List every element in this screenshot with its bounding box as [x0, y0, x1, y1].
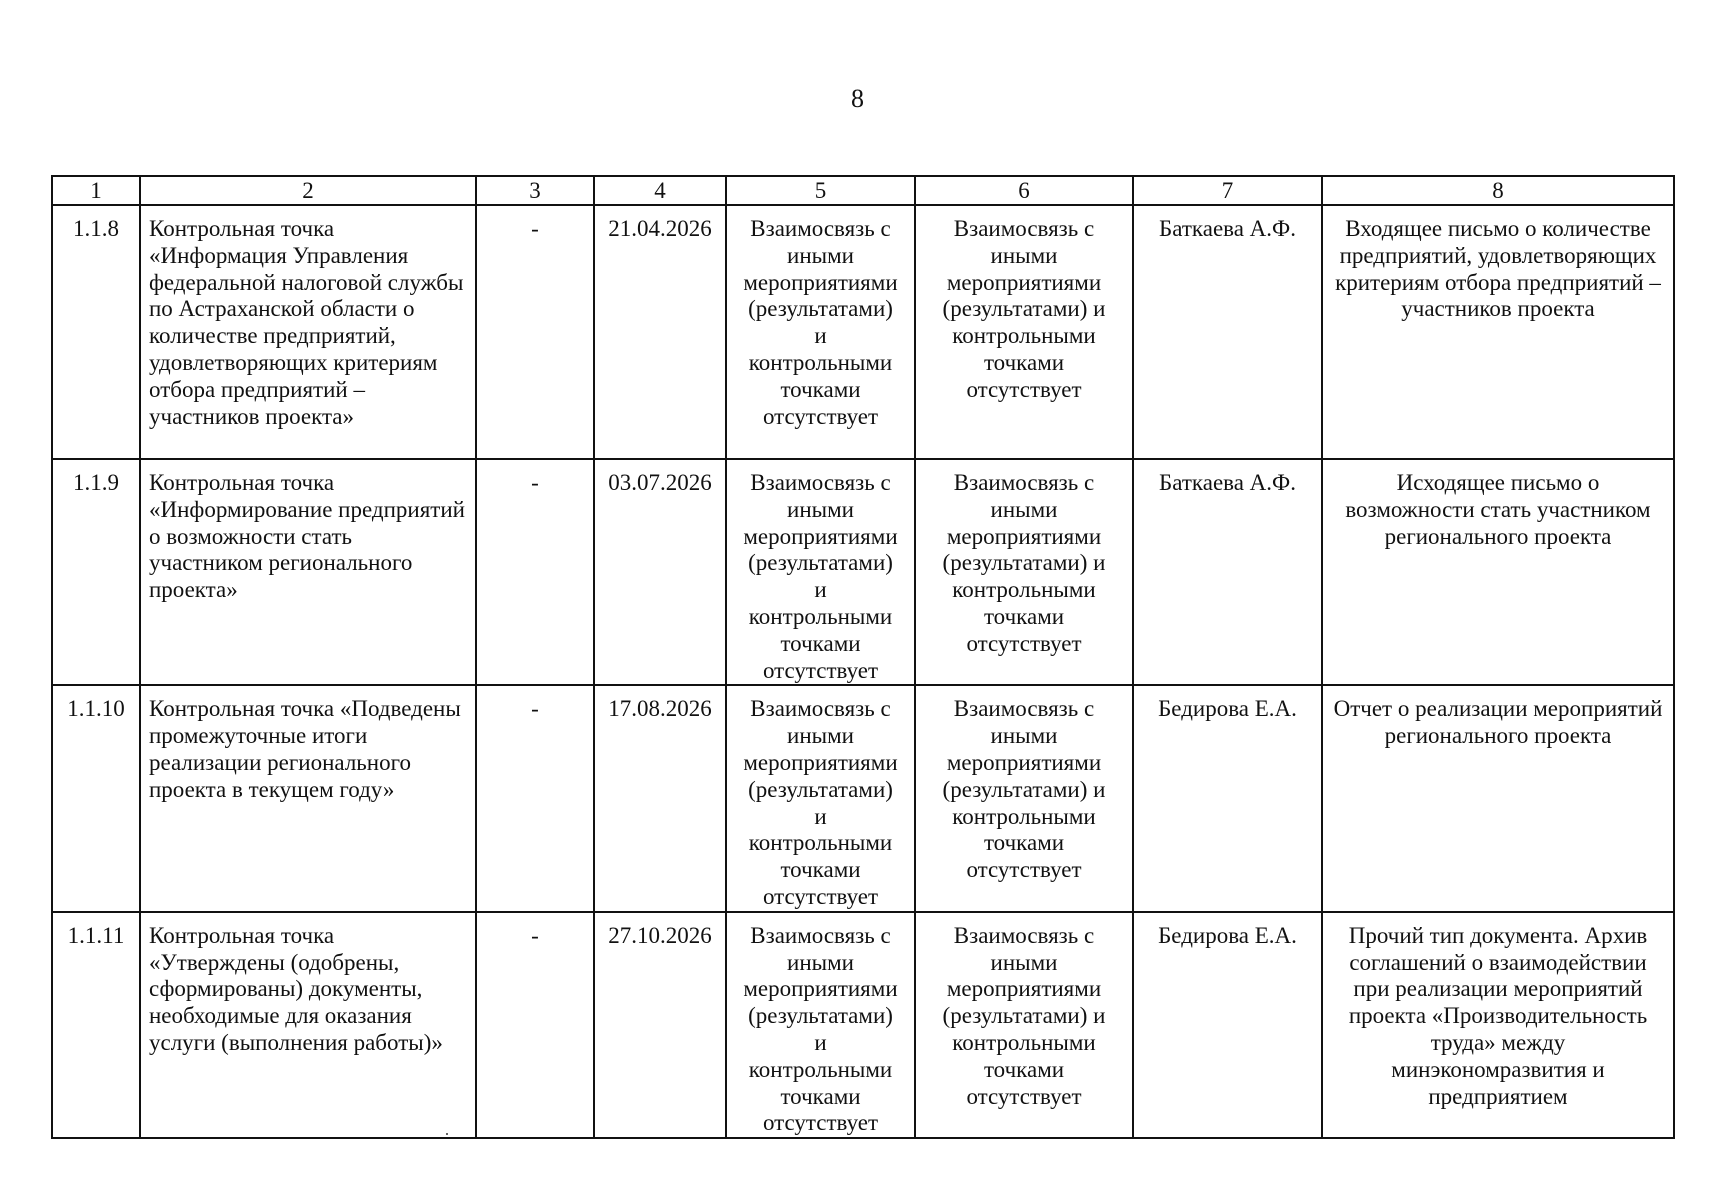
row-number: 1.1.9 — [52, 459, 140, 685]
relationship-col5: Взаимосвязь с иными мероприятиями (результатами) и контрольными точками отсутствует — [726, 912, 915, 1138]
header-col-5: 5 — [726, 176, 915, 205]
col3-value: - — [476, 912, 594, 1138]
responsible-person: Баткаева А.Ф. — [1133, 459, 1322, 685]
header-col-1: 1 — [52, 176, 140, 205]
table-header — [52, 176, 1674, 205]
control-point-name: Контрольная точка «Информирование предприятий о возможности стать участником регионального проекта» — [140, 459, 476, 685]
control-point-name: Контрольная точка «Подведены промежуточные итоги реализации регионального проекта в текущем году» — [140, 685, 476, 911]
due-date: 27.10.2026 — [594, 912, 726, 1138]
control-points-table — [51, 175, 1675, 1139]
scan-speck — [446, 1133, 448, 1135]
header-col-3: 3 — [476, 176, 594, 205]
relationship-col5: Взаимосвязь с иными мероприятиями (результатами) и контрольными точками отсутствует — [726, 459, 915, 685]
control-point-name: Контрольная точка «Утверждены (одобрены, сформированы) документы, необходимые для оказания услуги (выполнения работы)» — [140, 912, 476, 1138]
due-date: 21.04.2026 — [594, 205, 726, 459]
relationship-col6: Взаимосвязь с иными мероприятиями (результатами) и контрольными точками отсутствует — [915, 205, 1133, 459]
result-document: Прочий тип документа. Архив соглашений о взаимодействии при реализации мероприятий проекта «Производительность труда» между минэкономразвития и предприятием — [1322, 912, 1674, 1138]
page-number: 8 — [851, 84, 864, 113]
control-point-name: Контрольная точка «Информация Управления федеральной налоговой службы по Астраханской области о количестве предприятий, удовлетворяющих критериям отбора предприятий – участников проекта» — [140, 205, 476, 459]
responsible-person: Бедирова Е.А. — [1133, 685, 1322, 911]
relationship-col5: Взаимосвязь с иными мероприятиями (результатами) и контрольными точками отсутствует — [726, 205, 915, 459]
row-number: 1.1.11 — [52, 912, 140, 1138]
col3-value: - — [476, 685, 594, 911]
relationship-col6: Взаимосвязь с иными мероприятиями (результатами) и контрольными точками отсутствует — [915, 459, 1133, 685]
row-number: 1.1.10 — [52, 685, 140, 911]
table-row — [52, 912, 1674, 1138]
header-col-2: 2 — [140, 176, 476, 205]
header-col-6: 6 — [915, 176, 1133, 205]
result-document: Исходящее письмо о возможности стать участником регионального проекта — [1322, 459, 1674, 685]
result-document: Отчет о реализации мероприятий регионального проекта — [1322, 685, 1674, 911]
table-row — [52, 205, 1674, 459]
relationship-col6: Взаимосвязь с иными мероприятиями (результатами) и контрольными точками отсутствует — [915, 685, 1133, 911]
relationship-col6: Взаимосвязь с иными мероприятиями (результатами) и контрольными точками отсутствует — [915, 912, 1133, 1138]
due-date: 17.08.2026 — [594, 685, 726, 911]
col3-value: - — [476, 205, 594, 459]
due-date: 03.07.2026 — [594, 459, 726, 685]
row-number: 1.1.8 — [52, 205, 140, 459]
col3-value: - — [476, 459, 594, 685]
table-row — [52, 459, 1674, 685]
responsible-person: Баткаева А.Ф. — [1133, 205, 1322, 459]
result-document: Входящее письмо о количестве предприятий, удовлетворяющих критериям отбора предприятий – участников проекта — [1322, 205, 1674, 459]
responsible-person: Бедирова Е.А. — [1133, 912, 1322, 1138]
relationship-col5: Взаимосвязь с иными мероприятиями (результатами) и контрольными точками отсутствует — [726, 685, 915, 911]
header-col-7: 7 — [1133, 176, 1322, 205]
header-row — [52, 176, 1674, 205]
table-row — [52, 685, 1674, 911]
header-col-4: 4 — [594, 176, 726, 205]
header-col-8: 8 — [1322, 176, 1674, 205]
